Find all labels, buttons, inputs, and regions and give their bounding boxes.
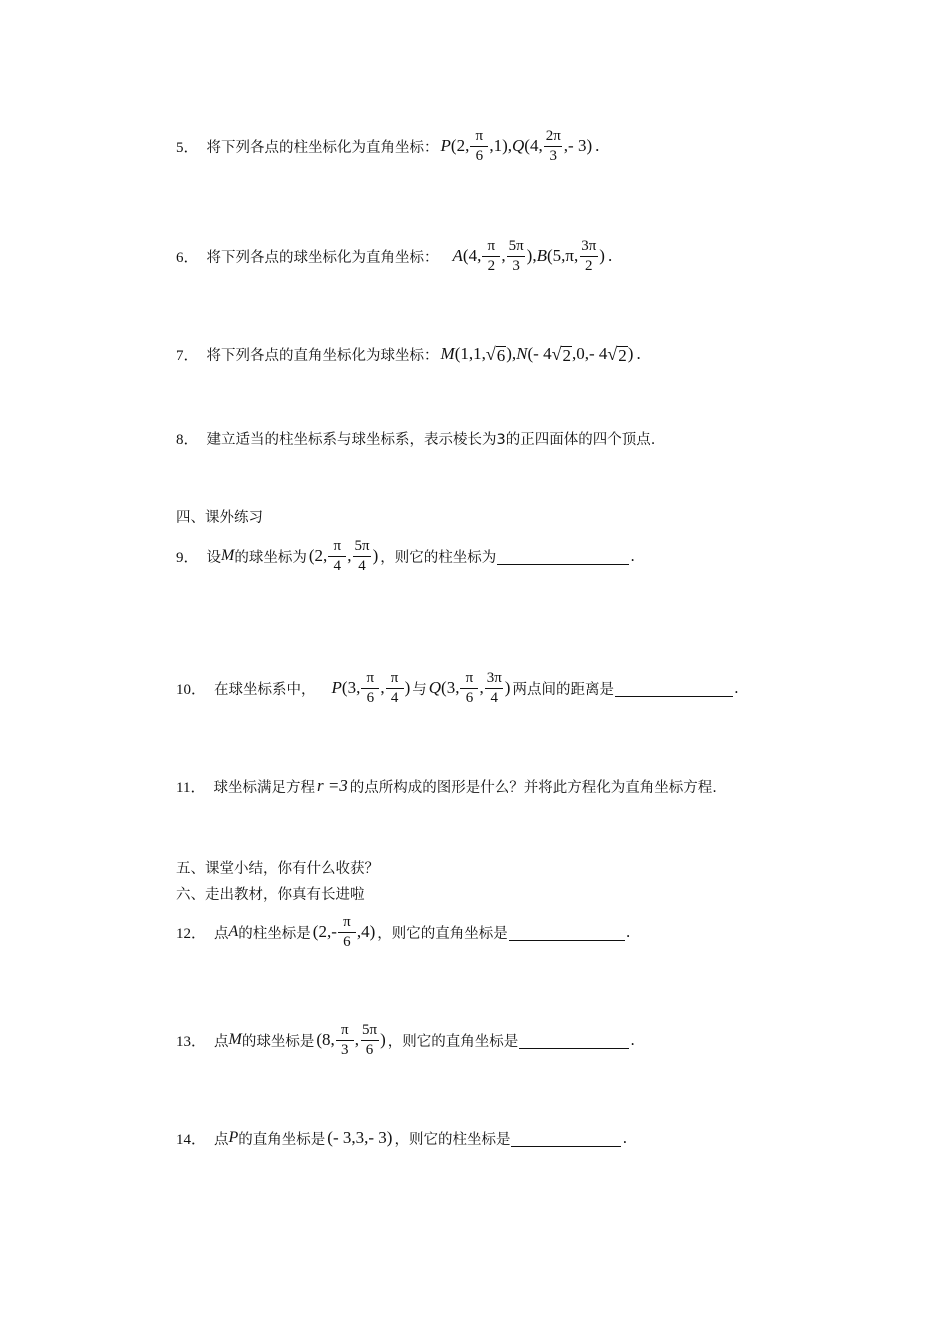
coord-part: ) (504, 678, 511, 697)
coord-part: (- 4 (527, 344, 552, 363)
point-label: N (516, 344, 528, 363)
coord-part: ) (627, 344, 634, 363)
coord-part: ,0,- 4 (571, 344, 608, 363)
section-heading: 五、课堂小结，你有什么收获？ (176, 861, 379, 877)
denominator: 3 (544, 146, 562, 164)
equation: r =3 (316, 776, 348, 795)
problem-text: 将下列各点的柱坐标化为直角坐标： (206, 139, 439, 156)
coord-part: ) (380, 1030, 386, 1049)
problem-number: 7． (176, 347, 199, 364)
radical-sign: √ (607, 343, 618, 364)
problem-text: ，则它的柱坐标为 (380, 549, 497, 566)
coord-part: , (347, 546, 352, 565)
fraction (460, 671, 478, 706)
coord-part: (3, (441, 678, 460, 697)
square-root (607, 344, 627, 365)
variable: M (228, 1031, 242, 1048)
denominator: 3 (507, 256, 525, 274)
denominator: 4 (485, 688, 503, 706)
problem-text: 将下列各点的球坐标化为直角坐标： (206, 249, 439, 266)
coord-part: (2, (450, 136, 470, 155)
denominator: 3 (336, 1040, 354, 1058)
denominator: 6 (460, 688, 478, 706)
point-label: P (331, 678, 342, 697)
numerator: π (487, 237, 496, 254)
period: . (733, 679, 739, 697)
problem-text: 球坐标满足方程 (213, 779, 315, 796)
fraction (353, 539, 372, 574)
coord-part: (3, (341, 678, 361, 697)
period: . (630, 547, 636, 565)
problem-13 (176, 1020, 635, 1060)
coord-part: (2, (308, 546, 328, 565)
problem-12 (176, 912, 631, 952)
coord-part: ) (372, 546, 379, 565)
denominator: 6 (338, 932, 356, 950)
numerator: π (343, 913, 351, 930)
radicand: 2 (562, 345, 571, 365)
numerator: π (333, 537, 342, 554)
formula (429, 671, 511, 706)
coord-part: ,1), (489, 136, 512, 155)
coord-part: (8, (316, 1030, 335, 1049)
problem-text: 将下列各点的直角坐标化为球坐标： (206, 347, 439, 364)
denominator: 6 (361, 688, 379, 706)
coord-part: (- 3,3,- 3) (327, 1128, 393, 1147)
numerator: π (465, 669, 474, 686)
radicand: 6 (496, 345, 506, 365)
problem-7 (176, 334, 643, 374)
answer-blank[interactable] (519, 1032, 629, 1049)
answer-blank[interactable] (497, 548, 629, 565)
problem-text: ，则它的柱坐标是 (394, 1131, 511, 1148)
formula (441, 344, 641, 365)
radical-sign: √ (551, 343, 562, 364)
fraction (361, 671, 379, 706)
numerator: π (475, 127, 484, 144)
problem-text: 的点所构成的图形是什么？并将此方程化为直角坐标方程. (349, 779, 717, 796)
problem-text: 两点间的距离是 (512, 681, 614, 698)
fraction (470, 129, 488, 164)
numerator: π (340, 1021, 349, 1038)
problem-text: ，则它的直角坐标是 (377, 925, 508, 942)
problem-number: 14． (176, 1131, 207, 1148)
coord-part: ) (404, 678, 411, 697)
coord-part: , (479, 678, 484, 697)
numerator: 5π (354, 537, 370, 554)
period: . (636, 344, 641, 363)
denominator: 2 (482, 256, 500, 274)
fraction (579, 239, 598, 274)
point-label: B (536, 246, 547, 265)
denominator: 4 (328, 556, 346, 574)
fraction (338, 915, 356, 950)
problem-9 (176, 536, 635, 576)
numerator: 2π (545, 127, 561, 144)
radicand: 2 (618, 345, 627, 365)
problem-10 (176, 668, 739, 708)
problem-14 (176, 1118, 627, 1158)
problem-text: 设 (206, 549, 222, 566)
fraction (507, 239, 526, 274)
point-label: M (440, 344, 455, 363)
section-heading: 六、走出教材，你真有长进啦 (176, 887, 365, 903)
point-label: P (440, 136, 451, 155)
problem-text: 在球坐标系中， (214, 681, 316, 698)
formula (317, 776, 348, 796)
numerator: 5π (508, 237, 524, 254)
problem-11 (176, 766, 717, 806)
square-root (486, 344, 506, 365)
denominator: 6 (470, 146, 488, 164)
denominator: 4 (386, 688, 404, 706)
formula (332, 671, 411, 706)
problem-6 (176, 236, 614, 276)
coord-part: ), (526, 246, 537, 265)
point-label: A (452, 246, 463, 265)
problem-text: 的球坐标为 (234, 549, 307, 566)
period: . (595, 136, 600, 155)
fraction (544, 129, 563, 164)
fraction (328, 539, 346, 574)
problem-text: 点 (214, 1131, 229, 1148)
problem-text: 与 (412, 681, 427, 698)
point-label: Q (428, 678, 442, 697)
square-root (552, 344, 572, 365)
variable: P (228, 1129, 239, 1146)
coord-part: , (501, 246, 506, 265)
point-label: Q (512, 136, 525, 155)
fraction (482, 239, 500, 274)
formula (441, 129, 600, 164)
problem-number: 5． (176, 139, 199, 156)
radical-sign: √ (485, 343, 496, 364)
coord-part: ) (599, 246, 605, 265)
problem-number: 9． (176, 549, 199, 566)
coord-part: ), (506, 344, 517, 363)
problem-number: 8． (176, 431, 199, 448)
problem-number: 13． (176, 1033, 207, 1050)
coord-part: (1,1, (454, 344, 486, 363)
problem-text: 的直角坐标是 (238, 1131, 326, 1148)
problem-text: 的球坐标是 (241, 1033, 315, 1050)
formula (316, 1023, 385, 1058)
denominator: 6 (361, 1040, 379, 1058)
coord-part: ,4) (356, 922, 376, 941)
answer-blank[interactable] (509, 924, 625, 941)
formula (327, 1128, 392, 1148)
problem-text: ，则它的直角坐标是 (387, 1033, 519, 1050)
coord-part: , (380, 678, 385, 697)
answer-blank[interactable] (511, 1130, 621, 1147)
fraction (336, 1023, 354, 1058)
problem-number: 12． (176, 925, 207, 942)
period: . (622, 1129, 628, 1147)
problem-number: 10． (176, 681, 207, 698)
formula (309, 539, 378, 574)
problem-number: 11． (176, 779, 206, 796)
numerator: π (390, 669, 399, 686)
formula (453, 239, 613, 274)
problem-text: 点 (214, 925, 229, 942)
denominator: 4 (353, 556, 371, 574)
period: . (630, 1031, 636, 1049)
variable: M (221, 547, 235, 564)
problem-text: 建立适当的柱坐标系与球坐标系，表示棱长为3的正四面体的四个顶点. (206, 431, 656, 448)
period: . (607, 246, 613, 265)
numerator: π (366, 669, 375, 686)
problem-text: 的柱坐标是 (238, 925, 311, 942)
coord-part: (5,π, (546, 246, 579, 265)
problem-number: 6． (176, 249, 199, 266)
numerator: 3π (486, 669, 502, 686)
fraction (485, 671, 504, 706)
denominator: 2 (580, 256, 598, 274)
section-heading: 四、课外练习 (176, 510, 263, 526)
fraction (360, 1023, 379, 1058)
coord-part: , (354, 1030, 360, 1049)
problem-text: 点 (214, 1033, 229, 1050)
formula (313, 915, 376, 950)
coord-part: ,- 3) (563, 136, 593, 155)
numerator: 3π (581, 237, 597, 254)
variable: A (228, 923, 239, 940)
period: . (625, 923, 631, 941)
answer-blank[interactable] (615, 680, 733, 697)
coord-part: (4, (462, 246, 482, 265)
coord-part: (4, (524, 136, 543, 155)
problem-5 (176, 126, 601, 166)
fraction (386, 671, 404, 706)
coord-part: (2,- (312, 922, 337, 941)
numerator: 5π (362, 1021, 378, 1038)
problem-8 (176, 418, 655, 458)
